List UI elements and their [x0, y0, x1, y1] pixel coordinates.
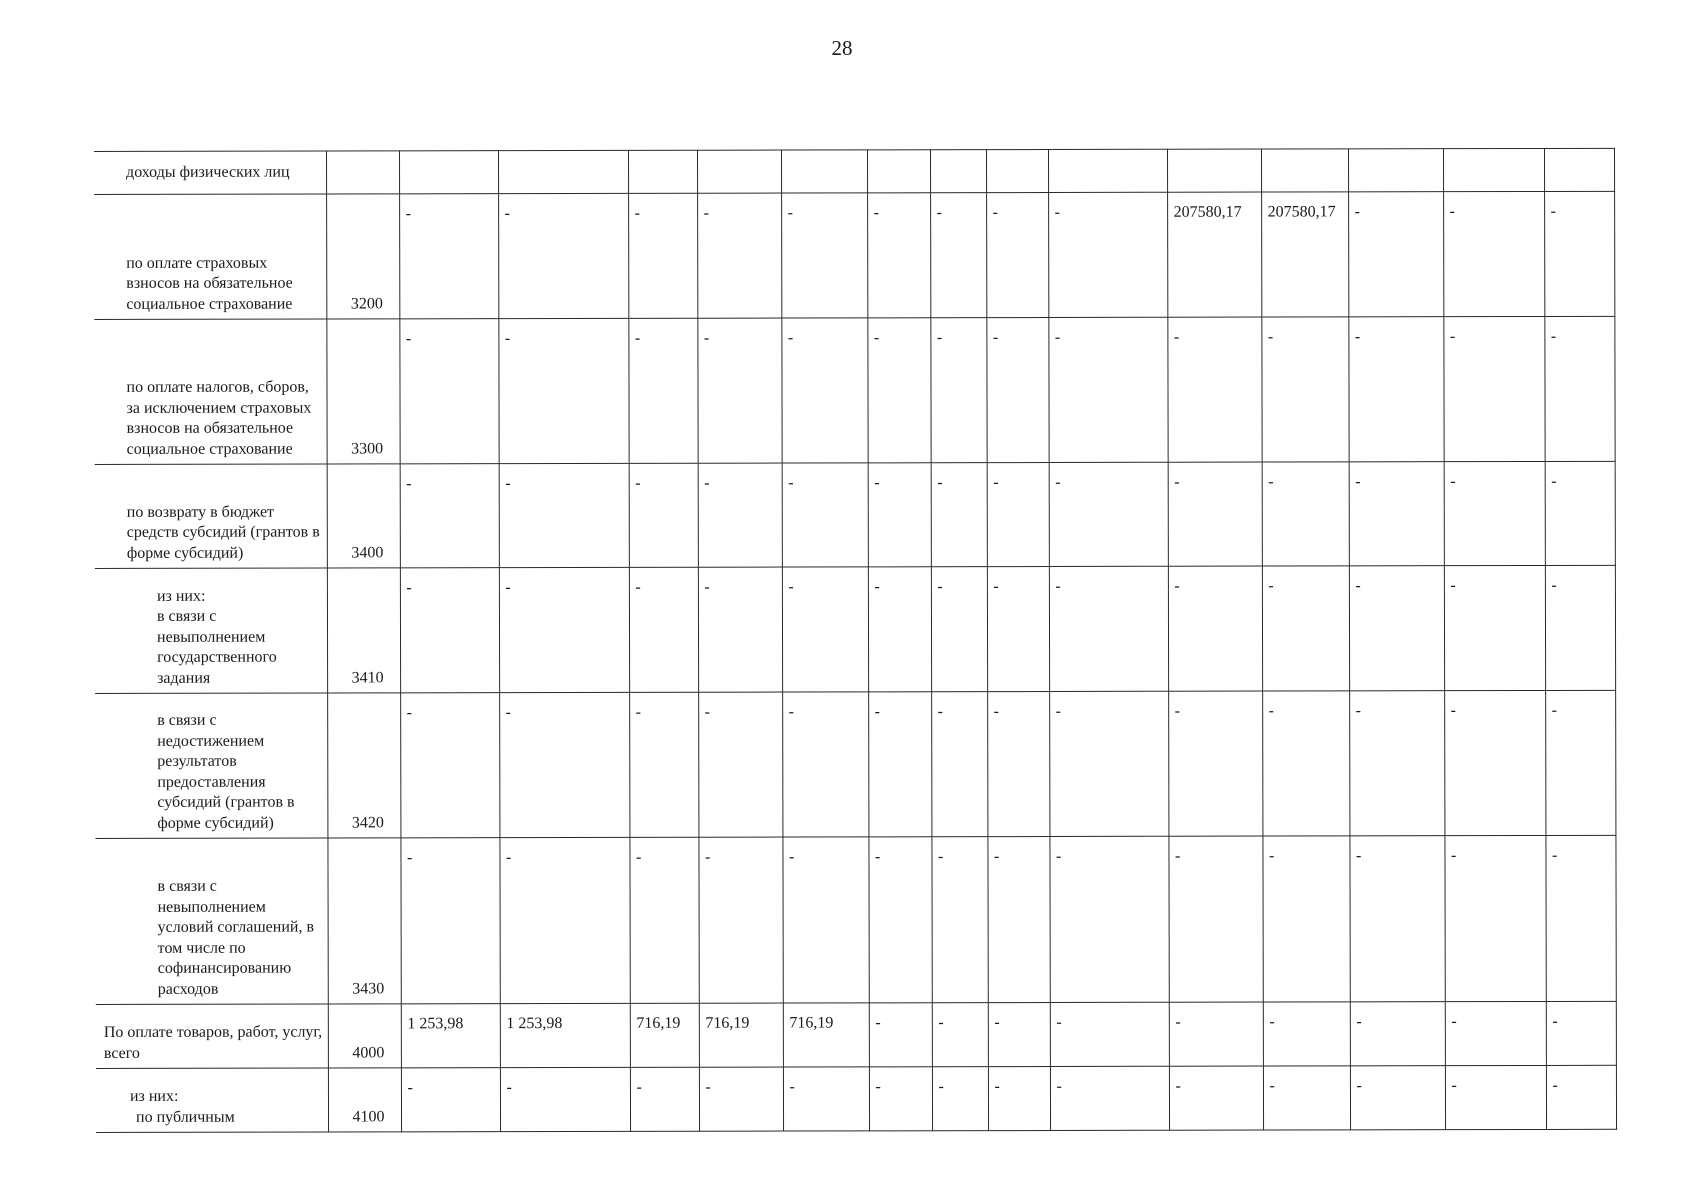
row-code: 4000: [328, 1004, 401, 1068]
table-cell: [399, 151, 498, 194]
table-cell: -: [699, 1067, 783, 1131]
table-row: [95, 835, 1615, 1004]
table-cell: -: [399, 319, 498, 464]
table-cell: -: [1168, 566, 1262, 691]
row-label: по оплате страховых взносов на обязательное социальное страхование: [94, 194, 326, 319]
table-cell: -: [868, 463, 931, 567]
table-cell: -: [931, 837, 987, 1003]
table-cell: -: [1545, 835, 1615, 1001]
table-cell: -: [1444, 690, 1545, 835]
table-cell: -: [931, 692, 987, 837]
table-cell: -: [869, 1003, 932, 1067]
table-cell: -: [399, 194, 498, 319]
page-number: 28: [831, 36, 853, 60]
table-cell: -: [1049, 462, 1168, 566]
table-cell: -: [1168, 691, 1262, 836]
table-cell: [498, 150, 628, 193]
row-label: в связи с невыполнением условий соглашений, в том числе по софинансированию расходов: [95, 838, 327, 1004]
table-cell: [930, 150, 986, 193]
table-cell: -: [628, 193, 697, 318]
table-row: [95, 565, 1615, 693]
table-cell: -: [1348, 317, 1443, 462]
table-cell: -: [1349, 566, 1444, 691]
row-label-cell: [95, 568, 327, 693]
table-cell: -: [1261, 317, 1348, 462]
row-code: 3400: [327, 464, 400, 568]
row-code: 3200: [326, 194, 399, 319]
table-cell: -: [499, 567, 629, 692]
table-cell: -: [629, 463, 698, 567]
row-label: по оплате налогов, сборов, за исключением страховых взносов на обязательное социальное страхование: [94, 319, 326, 464]
table-cell: 1 253,98: [500, 1003, 630, 1067]
table-cell: [867, 150, 930, 193]
table-cell: -: [1167, 317, 1261, 462]
table-cell: -: [1049, 691, 1168, 836]
row-label-cell: [96, 1068, 328, 1132]
table-cell: -: [1443, 191, 1544, 316]
table-cell: -: [498, 193, 628, 318]
table-cell: -: [1169, 1002, 1263, 1066]
row-code: 3300: [326, 319, 399, 464]
table-cell: -: [1544, 316, 1614, 461]
table-cell: -: [1444, 565, 1545, 690]
table-cell: -: [781, 318, 867, 463]
table-cell: 716,19: [699, 1003, 783, 1067]
table-row: [96, 1001, 1616, 1068]
table-cell: -: [498, 318, 628, 463]
table-cell: -: [930, 318, 986, 463]
table-cell: -: [400, 464, 499, 568]
table-cell: [628, 150, 697, 193]
table-row: [94, 148, 1614, 194]
table-cell: -: [698, 837, 782, 1003]
table-cell: -: [499, 837, 629, 1003]
table-cell: -: [930, 193, 986, 318]
table-cell: -: [987, 692, 1049, 837]
table-cell: -: [1263, 1066, 1350, 1130]
table-cell: [1167, 149, 1261, 192]
table-cell: -: [629, 837, 698, 1003]
table-row: [95, 690, 1615, 838]
table-cell: -: [499, 463, 629, 567]
table-cell: -: [782, 837, 868, 1003]
table-cell: -: [869, 1067, 932, 1131]
row-label-intro: из них:: [129, 1087, 179, 1105]
table-cell: -: [1443, 316, 1544, 461]
table-cell: -: [1048, 317, 1167, 462]
table-cell: -: [1049, 836, 1168, 1002]
table-cell: -: [988, 1066, 1050, 1130]
report-table: [94, 148, 1617, 1133]
table-cell: -: [1546, 1001, 1616, 1065]
row-label-intro: из них:: [156, 587, 206, 605]
table-cell: -: [867, 318, 930, 463]
table-cell: -: [782, 463, 868, 567]
table-cell: -: [1262, 836, 1349, 1002]
table-cell: [781, 150, 867, 193]
table-cell: -: [781, 193, 867, 318]
table-cell: -: [1349, 836, 1444, 1002]
table-cell: -: [782, 567, 868, 692]
table-cell: -: [868, 837, 931, 1003]
table-cell: 207580,17: [1261, 192, 1348, 317]
table-cell: -: [1544, 191, 1614, 316]
table-cell: -: [868, 692, 931, 837]
table-cell: -: [629, 567, 698, 692]
table-cell: [1048, 149, 1167, 192]
table-cell: -: [500, 1067, 630, 1131]
table-cell: -: [1169, 1066, 1263, 1130]
table-cell: -: [867, 193, 930, 318]
row-label: По оплате товаров, работ, услуг, всего: [96, 1004, 328, 1068]
table-cell: -: [698, 692, 782, 837]
row-code: 3410: [327, 568, 400, 693]
table-cell: -: [499, 692, 629, 837]
table-cell: 716,19: [783, 1003, 869, 1067]
row-label: доходы физических лиц: [94, 151, 326, 194]
table-cell: -: [1349, 691, 1444, 836]
table-cell: [1443, 148, 1544, 191]
table-cell: -: [1444, 835, 1545, 1001]
table-cell: 716,19: [630, 1003, 699, 1067]
table-row: [94, 191, 1614, 319]
row-label: по возврату в бюджет средств субсидий (грантов в форме субсидий): [95, 464, 327, 568]
table-cell: -: [987, 463, 1049, 567]
table-row: [95, 461, 1615, 568]
table-cell: -: [932, 1003, 988, 1067]
table-cell: -: [1263, 1002, 1350, 1066]
row-code: 4100: [328, 1068, 401, 1132]
table-cell: -: [1350, 1066, 1445, 1130]
table-cell: -: [988, 1003, 1050, 1067]
table-cell: [697, 150, 781, 193]
table-cell: -: [987, 837, 1049, 1003]
table-cell: -: [698, 463, 782, 567]
table-cell: -: [1348, 192, 1443, 317]
table-cell: -: [1262, 691, 1349, 836]
table-cell: [986, 150, 1048, 193]
table-cell: -: [1445, 1065, 1546, 1129]
table-cell: -: [1545, 690, 1615, 835]
table-cell: -: [868, 567, 931, 692]
table-cell: 207580,17: [1167, 192, 1261, 317]
table-cell: -: [1445, 1001, 1546, 1065]
row-label: в связи с недостижением результатов предоставления субсидий (грантов в форме субсидий): [95, 693, 327, 838]
table-cell: -: [629, 692, 698, 837]
table-cell: -: [401, 1068, 500, 1132]
table-cell: -: [400, 693, 499, 838]
row-label: по публичным: [136, 1108, 235, 1126]
table-cell: -: [1444, 461, 1545, 565]
table-cell: 1 253,98: [401, 1004, 500, 1068]
table-cell: -: [400, 568, 499, 693]
table-cell: -: [1168, 462, 1262, 566]
table-cell: -: [783, 1067, 869, 1131]
table-cell: -: [986, 318, 1048, 463]
table-cell: -: [1050, 1002, 1169, 1066]
row-code: 3420: [327, 693, 400, 838]
table-cell: -: [1262, 462, 1349, 566]
table-cell: -: [1350, 1002, 1445, 1066]
table-cell: -: [987, 567, 1049, 692]
table-cell: -: [1050, 1066, 1169, 1130]
table-cell: -: [1349, 462, 1444, 566]
row-label: в связи с невыполнением государственного задания: [156, 607, 277, 687]
table-cell: -: [1048, 192, 1167, 317]
table-cell: -: [1546, 1065, 1616, 1129]
table-cell: -: [932, 1067, 988, 1131]
table-cell: [1348, 149, 1443, 192]
table-cell: -: [1049, 566, 1168, 691]
table-cell: [1544, 148, 1614, 191]
table-cell: -: [986, 193, 1048, 318]
table-cell: -: [697, 193, 781, 318]
row-code: [326, 151, 399, 194]
table-cell: -: [698, 567, 782, 692]
table-cell: -: [400, 838, 499, 1004]
table-cell: -: [1262, 566, 1349, 691]
table-cell: -: [630, 1067, 699, 1131]
table-cell: -: [931, 463, 987, 567]
table-cell: [1261, 149, 1348, 192]
table-cell: -: [1545, 461, 1615, 565]
row-code: 3430: [327, 838, 400, 1004]
table-cell: -: [782, 692, 868, 837]
table-cell: -: [628, 318, 697, 463]
table-row: [94, 316, 1614, 464]
table-cell: -: [697, 318, 781, 463]
table-row: [96, 1065, 1616, 1132]
table-cell: -: [1168, 836, 1262, 1002]
table-cell: -: [931, 567, 987, 692]
table-cell: -: [1545, 565, 1615, 690]
